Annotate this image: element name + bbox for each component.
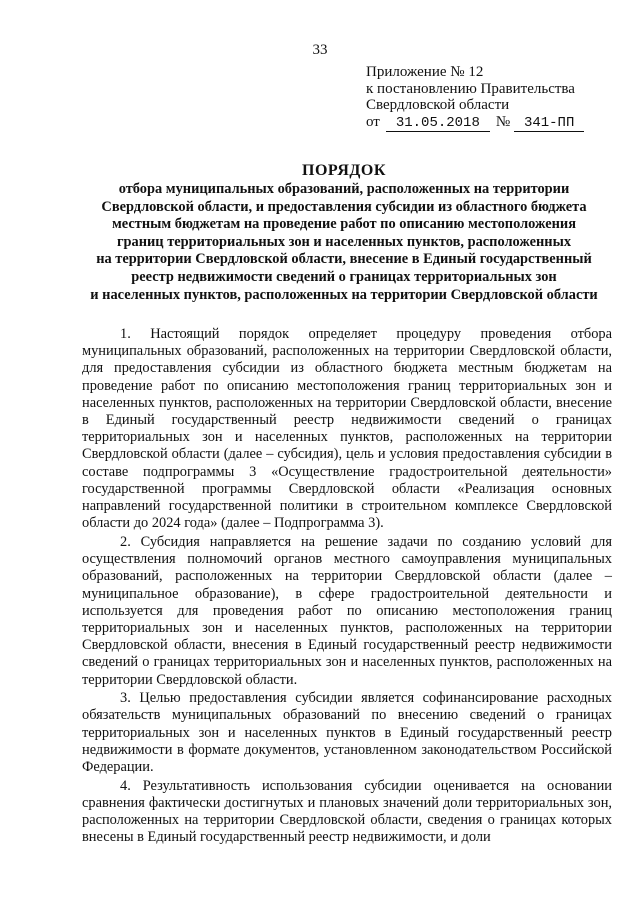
- title-line: границ территориальных зон и населенных пунктов, расположенных: [116, 233, 572, 250]
- number-sign: №: [495, 113, 511, 130]
- paragraph-3: 3. Целью предоставления субсидии является софинансирование расходных обязательств муниципальных образований по внесению сведений о границах территориальных зон и населенных пунктов в Единый государственный реестр недвижимости в формате документов, установленном законодательством Российской Федерации.: [82, 690, 612, 776]
- paragraph-1: 1. Настоящий порядок определяет процедуру проведения отбора муниципальных образований, расположенных на территории Свердловской области, для предоставления субсидии из областного бюджета местным бюджетам на проведение работ по описанию местоположения границ территориальных зон и населенных пунктов, расположенных на территории Свердловской области, внесение в Единый государственный реестр недвижимости сведений о границах территориальных зон и населенных пунктов, расположенных на территории Свердловской области (далее – субсидия), цель и условия предоставления субсидии в составе подпрограммы 3 «Осуществление градостроительной деятельности» государственной программы Свердловской области «Реализация основных направлений государственной политики в строительном комплексе Свердловской области до 2024 года» (далее – Подпрограмма 3).: [82, 326, 612, 532]
- decree-number: 341-ПП: [514, 116, 584, 132]
- paragraph-2: 2. Субсидия направляется на решение задачи по созданию условий для осуществления полномочий органов местного самоуправления муниципальных образований, расположенных на территории Свердловской области (далее – муниципальное образование), в сфере градостроительной деятельности и используется для проведения работ по описанию местоположения границ территориальных зон и населенных пунктов, расположенных на территории Свердловской области, внесения в Единый государственный реестр недвижимости сведений о границах территориальных зон и населенных пунктов, расположенных на территории Свердловской области.: [82, 533, 612, 688]
- document-body: [82, 326, 612, 848]
- page-number: 33: [312, 42, 328, 58]
- document-title: ПОРЯДОК: [302, 162, 386, 179]
- title-line: Свердловской области, и предоставления субсидии из областного бюджета: [101, 198, 587, 215]
- title-line: отбора муниципальных образований, расположенных на территории: [118, 181, 570, 197]
- decree-date: 31.05.2018: [386, 116, 490, 132]
- appendix-header: [366, 64, 626, 132]
- title-line: и населенных пунктов, расположенных на территории Свердловской области: [90, 286, 598, 303]
- appendix-date-line: [366, 114, 626, 132]
- document-title-block: [70, 161, 618, 304]
- appendix-region: Свердловской области: [366, 97, 510, 113]
- appendix-title: Приложение № 12: [366, 64, 484, 80]
- paragraph-4: 4. Результативность использования субсидии оценивается на основании сравнения фактически достигнутых и плановых значений доли территориальных зон, расположенных на территории Свердловской области, сведения о границах которых внесены в Единый государственный реестр недвижимости, и доли: [82, 777, 612, 846]
- date-prefix: от: [366, 113, 380, 130]
- title-line: местным бюджетам на проведение работ по описанию местоположения: [112, 216, 576, 233]
- title-line: реестр недвижимости сведений о границах территориальных зон: [131, 268, 557, 285]
- appendix-reference: к постановлению Правительства: [366, 80, 575, 97]
- title-line: на территории Свердловской области, внесение в Единый государственный: [96, 251, 592, 268]
